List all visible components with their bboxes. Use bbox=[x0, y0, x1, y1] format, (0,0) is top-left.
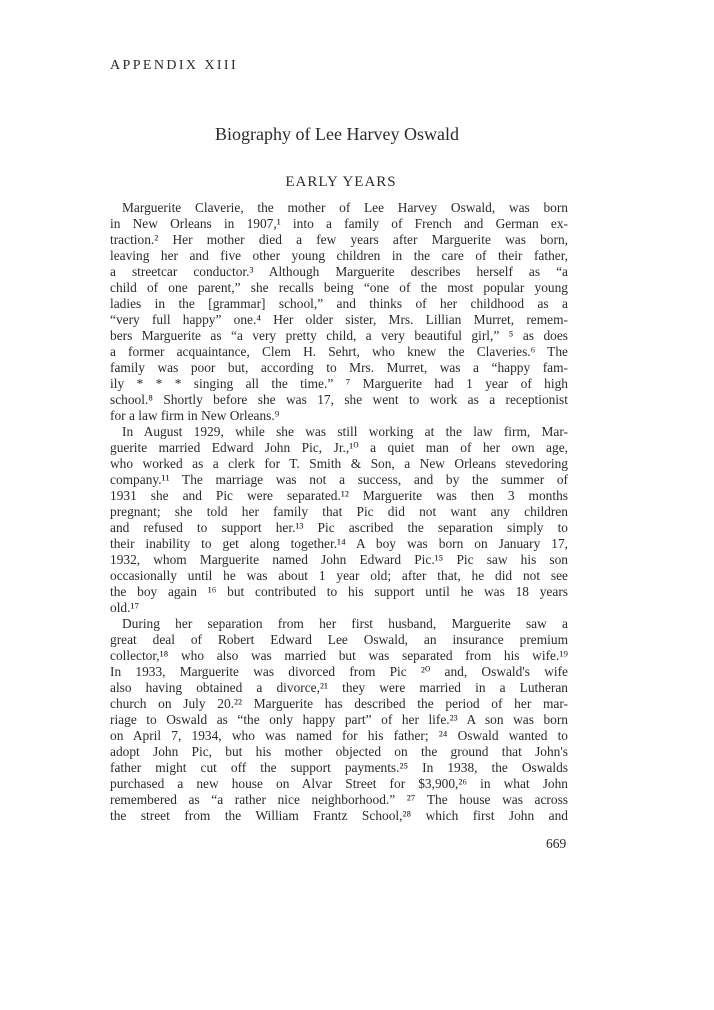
text-line: leaving her and five other young children in the care of their father, bbox=[110, 248, 568, 263]
section-heading: EARLY YEARS bbox=[285, 174, 397, 190]
text-line: who worked as a clerk for T. Smith & Son, a New Orleans stevedoring bbox=[110, 456, 568, 471]
text-line: company.¹¹ The marriage was not a success, and by the summer of bbox=[110, 472, 568, 487]
text-line: their inability to get along together.¹⁴ A boy was born on January 17, bbox=[110, 536, 568, 551]
text-line: child of one parent,” she recalls being “one of the most popular young bbox=[110, 280, 568, 295]
appendix-heading: APPENDIX XIII bbox=[110, 58, 239, 73]
text-line: In August 1929, while she was still working at the law firm, Mar- bbox=[122, 424, 568, 439]
text-line: remembered as “a rather nice neighborhood.” ²⁷ The house was across bbox=[110, 792, 568, 807]
text-line: Marguerite Claverie, the mother of Lee Harvey Oswald, was born bbox=[122, 200, 568, 215]
text-line: a streetcar conductor.³ Although Marguerite describes herself as “a bbox=[110, 264, 568, 279]
text-line: collector,¹⁸ who also was married but was separated from his wife.¹⁹ bbox=[110, 648, 568, 663]
paragraph bbox=[110, 200, 568, 424]
text-line: In 1933, Marguerite was divorced from Pic ²⁰ and, Oswald's wife bbox=[110, 664, 568, 679]
text-line: and refused to support her.¹³ Pic ascribed the separation simply to bbox=[110, 520, 568, 535]
text-line: school.⁸ Shortly before she was 17, she went to work as a receptionist bbox=[110, 392, 568, 407]
text-line: riage to Oswald as “the only happy part” of her life.²³ A son was born bbox=[110, 712, 568, 727]
text-line: on April 7, 1934, who was named for his father; ²⁴ Oswald wanted to bbox=[110, 728, 568, 743]
paragraph bbox=[110, 424, 568, 616]
text-line: “very full happy” one.⁴ Her older sister, Mrs. Lillian Murret, remem- bbox=[110, 312, 568, 327]
page-number: 669 bbox=[546, 836, 567, 851]
text-line: adopt John Pic, but his mother objected on the ground that John's bbox=[110, 744, 568, 759]
page-title: Biography of Lee Harvey Oswald bbox=[215, 124, 459, 144]
text-line: in New Orleans in 1907,¹ into a family of French and German ex- bbox=[110, 216, 568, 231]
text-line: also having obtained a divorce,²¹ they were married in a Lutheran bbox=[110, 680, 568, 695]
text-line: a former acquaintance, Clem H. Sehrt, who knew the Claveries.⁶ The bbox=[110, 344, 568, 359]
text-line: old.¹⁷ bbox=[110, 600, 140, 615]
text-line: purchased a new house on Alvar Street for $3,900,²⁶ in what John bbox=[110, 776, 568, 791]
text-line: During her separation from her first husband, Marguerite saw a bbox=[122, 616, 568, 631]
text-line: the street from the William Frantz School,²⁸ which first John and bbox=[110, 808, 568, 823]
text-line: guerite married Edward John Pic, Jr.,¹⁰ a quiet man of her own age, bbox=[110, 440, 568, 455]
text-line: ladies in the [grammar] school,” and thinks of her childhood as a bbox=[110, 296, 568, 311]
text-line: great deal of Robert Edward Lee Oswald, an insurance premium bbox=[110, 632, 568, 647]
text-line: church on July 20.²² Marguerite has described the period of her mar- bbox=[110, 696, 568, 711]
text-line: traction.² Her mother died a few years after Marguerite was born, bbox=[110, 232, 568, 247]
text-line: father might cut off the support payments.²⁵ In 1938, the Oswalds bbox=[110, 760, 568, 775]
text-line: for a law firm in New Orleans.⁹ bbox=[110, 408, 280, 423]
text-line: 1932, whom Marguerite named John Edward Pic.¹⁵ Pic saw his son bbox=[110, 552, 568, 567]
text-line: the boy again ¹⁶ but contributed to his support until he was 18 years bbox=[110, 584, 568, 599]
text-line: family was poor but, according to Mrs. Murret, was a “happy fam- bbox=[110, 360, 568, 375]
text-line: pregnant; she told her family that Pic did not want any children bbox=[110, 504, 568, 519]
paragraph bbox=[110, 616, 568, 824]
text-line: 1931 she and Pic were separated.¹² Marguerite was then 3 months bbox=[110, 488, 568, 503]
text-line: occasionally until he was about 1 year old; after that, he did not see bbox=[110, 568, 568, 583]
body-text bbox=[110, 200, 568, 824]
text-line: ily * * * singing all the time.” ⁷ Marguerite had 1 year of high bbox=[110, 376, 568, 391]
text-line: bers Marguerite as “a very pretty child, a very beautiful girl,” ⁵ as does bbox=[110, 328, 568, 343]
page-title-container bbox=[0, 124, 714, 145]
section-heading-container bbox=[0, 174, 714, 191]
